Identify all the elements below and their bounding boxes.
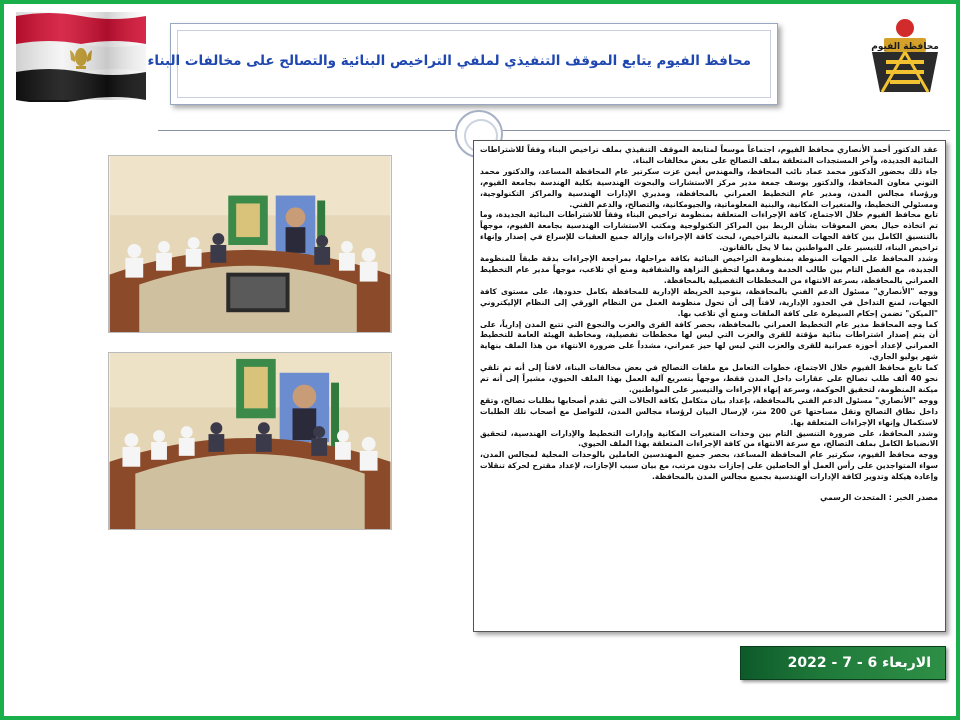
fayoum-logo — [862, 8, 948, 100]
article-paragraph: ووجه "الأنصاري" مسئول الدعم الفني بالمحافظة، بإعداد بيان متكامل بكافة الحالات التي تقدم أصحابها بطلبات تصالح، وتقع داخل نطاق التصالح وتقل مساحتها عن 200 متر، لإرسال البيان لرؤساء مجالس المدن، للتواصل مع أصحاب تلك الطلبات لاستكمال وإنهاء الإجراءات المتعلقة بها. — [480, 395, 938, 427]
article-body — [480, 145, 938, 483]
article-paragraph: ووجه "الأنصاري" مسئول الدعم الفني بالمحافظة، بتوحيد الخريطة الإدارية للمحافظة بكامل حدودها، على مستوى كافة الجهات، لمنع التداخل في الحدود الإدارية، لافتاً إلى أن تحول منظومة العمل من النظام الورقي إلى النظام الإليكتروني "الميكن" تضمن إحكام السيطرة على كافة الملفات ومنع أي تلاعب بها. — [480, 286, 938, 318]
article-paragraph: تابع محافظ الفيوم خلال الاجتماع، كافة الإجراءات المتعلقة بمنظومة تراخيص البناء وفقاً للاشتراطات البنائية الجديدة، وما تم اتخاذه حيال بعض المعوقات بشأن الربط بين المراكز التكنولوجية ومكتب الاستشارات الهندسية بجامعة الفيوم، موجهاً بالتنسيق الكامل بين كافة الجهات المعنية بالتراخيص، لبحث كافة الإجراءات وإزالة جميع العقبات للإسراع في إصدار وإنهاء تراخيص البناء، للتيسير على المواطنين بما لا يخل بالقانون. — [480, 210, 938, 253]
egypt-flag-image — [14, 10, 148, 102]
meeting-photo-2 — [108, 352, 392, 530]
meeting-photo-1 — [108, 155, 392, 333]
article-paragraph: وشدد المحافظ، على ضرورة التنسيق التام بين وحدات المتغيرات المكانية وإدارات التخطيط والإدارات الهندسية، لتحقيق الانضباط الكامل بملف التصالح، مع سرعة الانتهاء من كافة الإجراءات المتعلقة بهذا الملف الحيوي. — [480, 428, 938, 449]
article-paragraph: ووجه محافظ الفيوم، سكرتير عام المحافظة المساعد، بحصر جميع المهندسين العاملين بالوحدات المحلية لمجالس المدن، سواء المتواجدين على رأس العمل أو الحاصلين على إجازات بدون مرتب، مع بيان سبب الإجازات، لإعداد مقترح لحركة تنقلات وإعادة هيكلة وتدوير لكافة الإدارات الهندسية بجميع مجالس المدن بالمحافظة. — [480, 450, 938, 482]
headline-title: محافظ الفيوم يتابع الموقف التنفيذي لملفي التراخيص البنائية والتصالح على مخالفات البناء — [147, 53, 751, 69]
date-bar — [740, 646, 946, 680]
date-text: الاربعاء 6 - 7 - 2022 — [787, 655, 931, 671]
article-paragraph: وشدد المحافظ على الجهات المنوطة بمنظومة التراخيص البنائية بكافة مراحلها، بمراجعة الإجراءات بدقة طبقاً للمنظومة الجديدة، مع الفصل التام بين طالب الخدمة ومقدمها لتحقيق النزاهة والشفافية ومنع أي تلاعب، موجهاً مدير عام التخطيط العمراني بالمحافظة، بسرعة الانتهاء من المخططات التفصيلية بالمحافظة. — [480, 254, 938, 285]
separator-line — [158, 130, 950, 131]
article-box — [473, 140, 946, 632]
article-paragraph: كما تابع محافظ الفيوم خلال الاجتماع، خطوات التعامل مع ملفات التصالح في بعض مخالفات البناء، لافتاً إلى أنه تم تلقي نحو 40 ألف طلب تصالح على عقارات داخل المدن فقط، موجهاً بتسريع آلية العمل بهذا الملف الحيوي، مشيراً إلى أنه تم ميكنة المنظومة، لتحقيق الحوكمة، وسرعة إنهاء الإجراءات والتيسير على المواطنين. — [480, 363, 938, 394]
article-paragraph: عقد الدكتور أحمد الأنصاري محافظ الفيوم، اجتماعاً موسعاً لمتابعة الموقف التنفيذي بملف تراخيص البناء وفقاً للاشتراطات البنائية الجديدة، وآخر المستجدات المتعلقة بملف التصالح على بعض مخالفات البناء. — [480, 145, 938, 165]
article-source: مصدر الخبر : المتحدث الرسمي — [820, 493, 938, 503]
article-paragraph: كما وجه المحافظ مدير عام التخطيط العمراني بالمحافظة، بحصر كافة القرى والعزب والنجوع التي تتبع المدن إدارياً، على أن يتم إصدار اشتراطات بنائية مؤقتة للقرى والعزب التي ليس لها مخططات تفصيلية، ومخاطبة الهيئة العامة للتخطيط العمراني لإعداد أحوزة عمرانية للقرى والعزب التي ليس لها حيز عمراني، مشدداً على ضرورة الانتهاء من هذا الملف بنهاية شهر يوليو الجاري. — [480, 319, 938, 362]
headline-box — [147, 23, 778, 105]
article-paragraph: جاء ذلك بحضور الدكتور محمد عماد نائب المحافظ، والمهندس أيمن عزت سكرتير عام المحافظة المساعد، والدكتور محمد التوني معاون المحافظ، والدكتور يوسف جمعة مدير مركز الاستشارات والبحوث الهندسية بكلية الهندسة بجامعة الفيوم، ورؤساء مجالس المدن، ومدير عام التخطيط العمراني بالمحافظة، ومديري الإدارات الهندسية والمراكز التكنولوجية، ومسئولي التخطيط، والمتغيرات المكانية، والبنية المعلوماتية، والجيومكانية، والتصالح، والدعم الفني. — [480, 166, 938, 209]
svg-text:محافظة الفيوم: محافظة الفيوم — [871, 42, 939, 52]
